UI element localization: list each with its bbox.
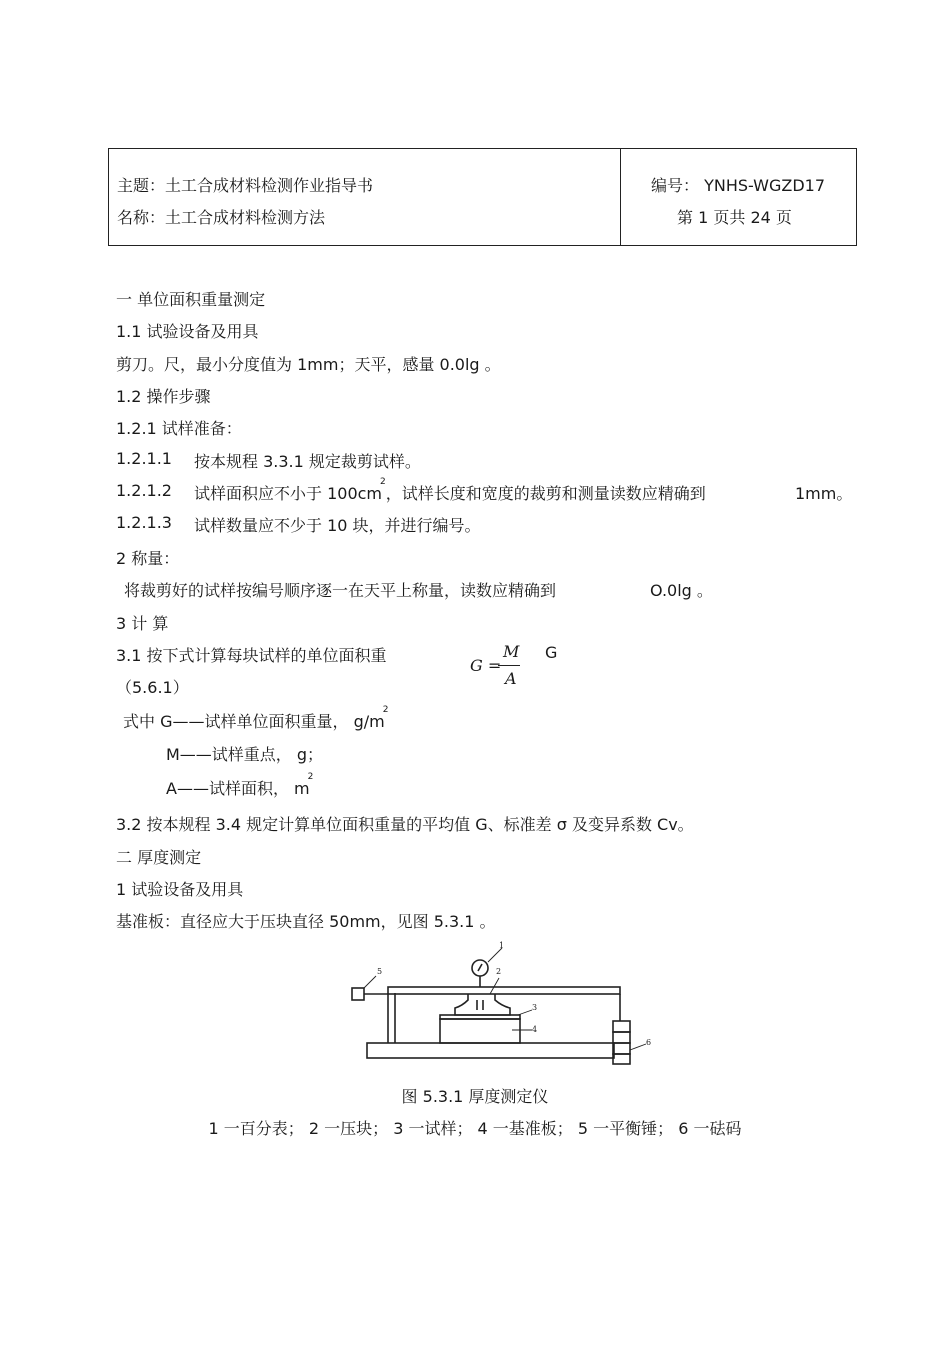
thickness-tester-diagram	[340, 938, 670, 1073]
section-1-1-text: 剪刀。尺，最小分度值为 1mm；天平，感量 0.0lg 。	[116, 355, 501, 374]
label-2: 2	[496, 967, 502, 976]
doc-page-number: 第 1 页共 24 页	[677, 208, 792, 227]
part-2-title: 二 厚度测定	[116, 848, 202, 867]
part-2-1-text: 基准板：直径应大于压块直径 50mm，见图 5.3.1 。	[116, 912, 496, 931]
formula-tail: G	[545, 643, 558, 662]
reference-plate	[440, 1019, 520, 1043]
figure-legend: 1 一百分表； 2 一压块； 3 一试样； 4 一基准板； 5 一平衡锤； 6 一砝码	[208, 1119, 742, 1138]
label-3: 3	[532, 1003, 538, 1012]
doc-subject: 主题：土工合成材料检测作业指导书	[117, 176, 374, 195]
section-3-title: 3 计 算	[116, 614, 169, 633]
equation-number: （5.6.1）	[116, 678, 189, 697]
where-m: M——试样重点， g；	[166, 745, 324, 764]
base-plate	[367, 1043, 614, 1058]
weights	[613, 1021, 630, 1032]
lever-arm	[388, 987, 620, 994]
item-1-2-1-1-number: 1.2.1.1	[116, 449, 172, 468]
item-1-2-1-2-value: 1mm。	[795, 484, 853, 503]
item-1-2-1-3-text: 试样数量应不少于 10 块，并进行编号。	[194, 516, 481, 535]
formula: G = M A	[470, 642, 520, 688]
item-1-2-1-2-number: 1.2.1.2	[116, 481, 172, 500]
item-1-2-1-2-text: 试样面积应不小于 $100cm^2$，试样长度和宽度的裁剪和测量读数应精确到	[194, 476, 706, 503]
item-1-2-1-1-text: 按本规程 3.3.1 规定裁剪试样。	[194, 452, 421, 471]
part-2-1-heading: 1 试验设备及用具	[116, 880, 244, 899]
section-1-1-heading: 1.1 试验设备及用具	[116, 322, 259, 341]
section-2-value: O.0lg 。	[650, 581, 713, 600]
figure-caption: 图 5.3.1 厚度测定仪	[401, 1087, 549, 1106]
section-2-text: 将裁剪好的试样按编号顺序逐一在天平上称量，读数应精确到	[124, 581, 557, 600]
header-box	[108, 148, 857, 246]
doc-code: 编号： YNHS-WGZD17	[651, 176, 826, 195]
item-1-2-1-3-number: 1.2.1.3	[116, 513, 172, 532]
section-1-2-1-heading: 1.2.1 试样准备：	[116, 419, 242, 438]
counterweight	[352, 988, 364, 1000]
label-4: 4	[532, 1025, 538, 1034]
section-1-title: 一 单位面积重量测定	[116, 290, 266, 309]
section-3-1-text: 3.1 按下式计算每块试样的单位面积重	[116, 646, 387, 665]
label-6: 6	[646, 1038, 652, 1047]
section-3-2-text: 3.2 按本规程 3.4 规定计算单位面积重量的平均值 G、标准差 σ 及变异系数 Cv。	[116, 815, 694, 834]
label-1: 1	[499, 941, 505, 950]
superscript: 2	[380, 476, 386, 487]
where-a: A——试样面积， $m^2$	[166, 771, 314, 798]
where-g: 式中 G——试样单位面积重量， $g/m^2$	[123, 704, 389, 731]
doc-name: 名称：土工合成材料检测方法	[117, 208, 326, 227]
section-2-title: 2 称量：	[116, 549, 180, 568]
section-1-2-heading: 1.2 操作步骤	[116, 387, 211, 406]
label-5: 5	[377, 967, 383, 976]
header-divider	[620, 149, 621, 245]
